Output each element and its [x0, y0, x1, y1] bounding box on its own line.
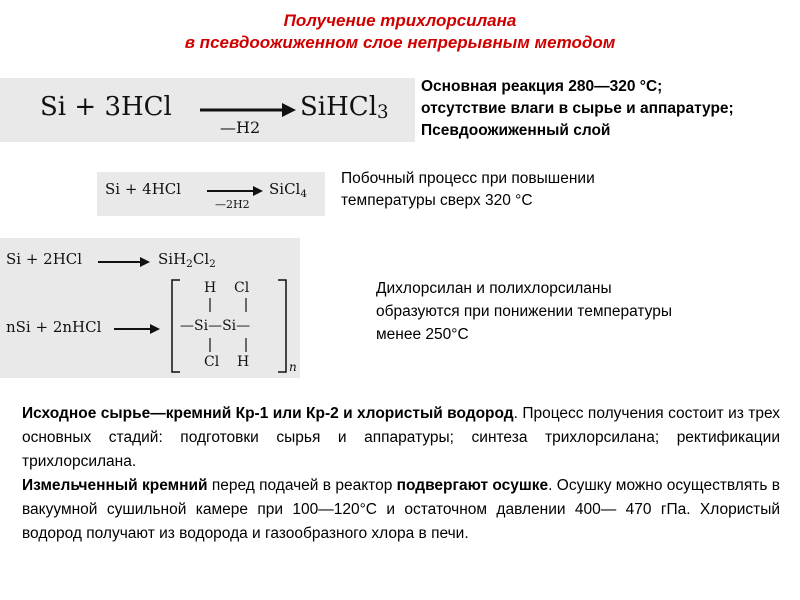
dichloro-eq1-right: $SiH_2Cl_2$: [158, 250, 216, 270]
side-reaction-arrow: [205, 184, 265, 198]
body-paragraph-2: [22, 474, 780, 546]
silicon-bold: Измельченный кремний: [22, 477, 208, 494]
side-reaction-byproduct: —2H2: [215, 198, 250, 211]
drying-details-text: . Осушку можно осуществлять в вакуумной сушильной камере при 100—120°С и остаточном давлении 400— 470 гПа. Хлористый водород получают из водорода и газообразного хлора в печи.: [22, 477, 780, 542]
title-line-1: Получение трихлорсилана: [283, 11, 517, 30]
main-reaction-byproduct: —H2: [220, 118, 261, 137]
main-note-line-3: Псевдоожиженный слой: [421, 122, 611, 139]
main-reaction-arrow: [198, 100, 298, 120]
dichloro-note-line-2: образуются при понижении температуры: [376, 303, 673, 320]
main-reaction-right: SiHCl$_3$: [300, 92, 389, 123]
polymer-chain: —Si—Si—: [180, 318, 251, 334]
dichloro-reaction-image: [0, 238, 300, 378]
polymer-top-atoms: H Cl: [204, 280, 250, 296]
dichloro-eq1-left: Si + 2HCl: [6, 250, 83, 268]
main-reaction-left: Si + 3HCl: [40, 92, 172, 122]
main-note-line-2: отсутствие влаги в сырье и аппаратуре;: [421, 100, 734, 117]
body-paragraph: [22, 402, 780, 546]
main-note-line-1: Основная реакция 280—320 °С;: [421, 78, 663, 95]
polymer-subscript: n: [289, 360, 297, 374]
side-reaction-left: Si + 4HCl: [105, 180, 182, 198]
dichloro-eq2-arrow: [112, 322, 162, 336]
process-stages-text: . Процесс получения состоит из трех основных стадий: подготовки сырья и аппаратуры; синтеза трихлорсилана; ректификации трихлорсилана.: [22, 405, 780, 470]
side-note-line-1: Побочный процесс при повышении: [341, 170, 595, 187]
polymer-bottom-atoms: Cl H: [204, 354, 250, 370]
dichloro-note-line-1: Дихлорсилан и полихлорсиланы: [376, 280, 612, 297]
side-reaction-right: SiCl$_4$: [269, 180, 308, 200]
polymer-bracket-right: [276, 278, 288, 374]
title-line-2: в псевдоожиженном слое непрерывным методом: [184, 33, 616, 52]
drying-bold: подвергают осушке: [396, 477, 549, 494]
drying-intro-text: перед подачей в реактор: [207, 477, 397, 494]
body-paragraph-1: [22, 402, 780, 474]
page-title: [0, 10, 800, 54]
dichloro-eq1-arrow: [96, 255, 152, 269]
raw-material-statement: Исходное сырье—кремний Кр-1 или Кр-2 и хлористый водород: [22, 405, 514, 422]
main-reaction-image: [0, 78, 415, 142]
side-note-line-2: температуры сверх 320 °С: [341, 192, 533, 209]
dichloro-note-line-3: менее 250°С: [376, 326, 469, 343]
dichloro-eq2-left: nSi + 2nHCl: [6, 318, 102, 336]
side-reaction-image: [97, 172, 325, 216]
